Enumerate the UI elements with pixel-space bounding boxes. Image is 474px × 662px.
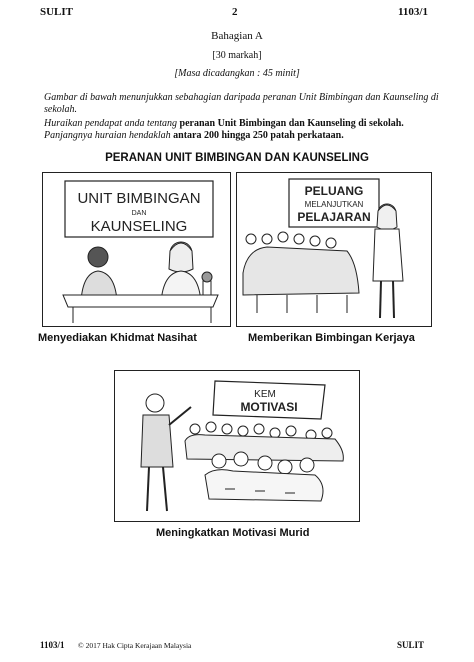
footer-sulit: SULIT [397,640,425,650]
instruction-picture-desc: Gambar di bawah menunjukkan sebahagian daripada peranan Unit Bimbingan dan Kaunseling di sekolah. [44,92,439,115]
banner-line3: PELAJARAN [297,210,371,224]
panel-career [236,172,432,327]
task-mid: Panjangnya huraian hendaklah [44,130,171,141]
section-title: Bahagian A [211,30,263,42]
sign-line1: UNIT BIMBINGAN [77,190,201,207]
suggested-time: [Masa dicadangkan : 45 minit] [174,68,300,79]
sign-line2: DAN [131,210,147,217]
main-title: PERANAN UNIT BIMBINGAN DAN KAUNSELING [105,152,369,164]
caption-motivation: Meningkatkan Motivasi Murid [156,527,310,539]
task-length: antara 200 hingga 250 patah perkataan. [173,130,344,141]
panel-advice [42,172,231,327]
footer-copyright: © 2017 Hak Cipta Kerajaan Malaysia [78,641,192,650]
camp-banner-line1: KEM [254,389,276,400]
task-topic: peranan Unit Bimbingan dan Kaunseling di sekolah. [179,118,404,129]
header-sulit: SULIT [40,6,74,18]
task-pre: Huraikan pendapat anda tentang [44,118,178,129]
panel-motivation [114,370,360,522]
banner-line2: MELANJUTKAN [304,200,364,209]
caption-career: Memberikan Bimbingan Kerjaya [248,332,415,344]
page-number: 2 [232,6,238,18]
instruction-task [44,118,444,142]
motivation-camp-illustration [115,371,359,521]
footer-code: 1103/1 [40,640,65,650]
section-marks: [30 markah] [212,50,262,61]
sign-line3: KAUNSELING [90,218,188,235]
counselling-illustration [43,173,230,326]
banner-line1: PELUANG [304,184,364,198]
camp-banner-line2: MOTIVASI [240,400,298,414]
caption-advice: Menyediakan Khidmat Nasihat [38,332,197,344]
paper-code: 1103/1 [398,6,428,18]
career-talk-illustration [237,173,431,326]
